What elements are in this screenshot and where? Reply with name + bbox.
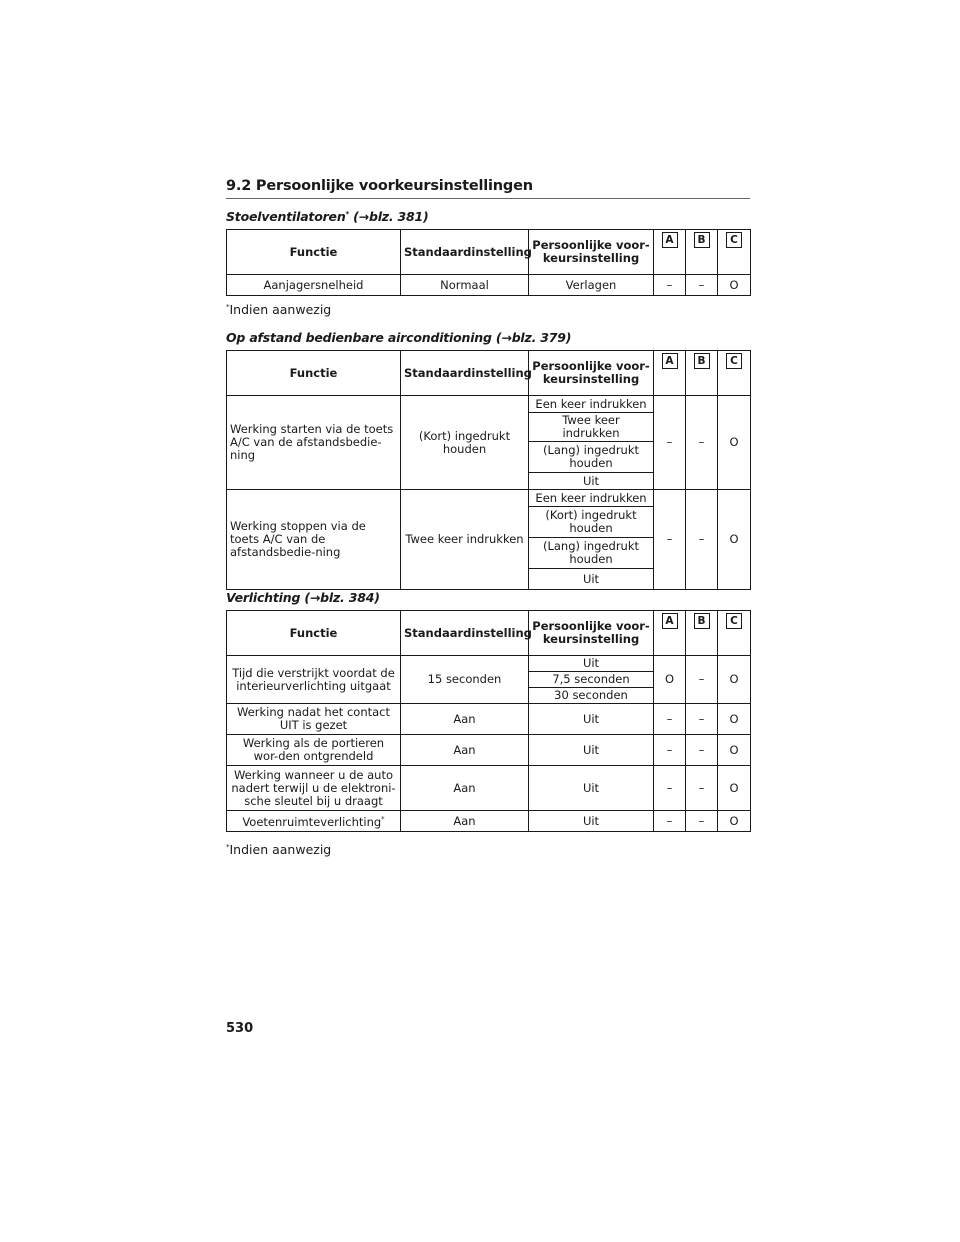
cell-b: –	[686, 704, 718, 735]
footnote-text: Indien aanwezig	[229, 302, 332, 317]
table-row	[227, 811, 751, 832]
table-header-row	[227, 351, 751, 396]
page-number: 530	[226, 1021, 254, 1036]
header-b	[686, 230, 718, 275]
header-persoonlijk: Persoonlijke voor-keursinstelling	[529, 230, 654, 275]
header-persoonlijk: Persoonlijke voor-keursinstelling	[529, 611, 654, 656]
footnote-text: Indien aanwezig	[229, 842, 332, 857]
key-b-icon: B	[694, 613, 710, 629]
key-c-icon: C	[726, 232, 742, 248]
cell-option: 7,5 seconden	[529, 672, 654, 688]
cell-functie: Werking wanneer u de auto nadert terwijl u de elektroni-sche sleutel bij u draagt	[227, 766, 401, 811]
table-header-row	[227, 230, 751, 275]
key-c-icon: C	[726, 353, 742, 369]
header-standaard: Standaardinstelling	[401, 611, 529, 656]
key-b-icon: B	[694, 232, 710, 248]
cell-c: O	[718, 275, 751, 296]
cell-option: Een keer indrukken	[529, 396, 654, 413]
footnote-marker: *	[226, 302, 230, 311]
cell-persoonlijk: Uit	[529, 735, 654, 766]
cell-functie: Werking starten via de toets A/C van de afstandsbedie-ning	[227, 396, 401, 490]
table-row	[227, 396, 751, 413]
cell-option: (Kort) ingedrukt houden	[529, 507, 654, 538]
cell-b: –	[686, 396, 718, 490]
cell-c: O	[718, 811, 751, 832]
cell-option: Een keer indrukken	[529, 490, 654, 507]
table-row	[227, 766, 751, 811]
seat-ventilation-table	[226, 229, 751, 296]
lighting-table	[226, 610, 751, 832]
header-c	[718, 230, 751, 275]
cell-a: –	[654, 704, 686, 735]
cell-functie: Tijd die verstrijkt voordat de interieurverlichting uitgaat	[227, 656, 401, 704]
cell-c: O	[718, 704, 751, 735]
header-b	[686, 351, 718, 396]
section-title-seat-ventilation	[226, 209, 429, 224]
cell-option: (Lang) ingedrukt houden	[529, 442, 654, 473]
header-b	[686, 611, 718, 656]
cell-b: –	[686, 766, 718, 811]
cell-standaard: Twee keer indrukken	[401, 490, 529, 590]
cell-functie	[227, 811, 401, 832]
cell-a: O	[654, 656, 686, 704]
cell-b: –	[686, 490, 718, 590]
section-ref: (→blz. 381)	[349, 209, 429, 224]
cell-standaard: Aan	[401, 704, 529, 735]
table-header-row	[227, 611, 751, 656]
table-row	[227, 735, 751, 766]
cell-standaard: Aan	[401, 766, 529, 811]
table-row	[227, 704, 751, 735]
cell-standaard: Normaal	[401, 275, 529, 296]
cell-b: –	[686, 275, 718, 296]
header-standaard: Standaardinstelling	[401, 230, 529, 275]
cell-persoonlijk: Uit	[529, 811, 654, 832]
cell-option: Uit	[529, 473, 654, 490]
header-a	[654, 351, 686, 396]
cell-standaard: Aan	[401, 735, 529, 766]
header-a	[654, 611, 686, 656]
key-a-icon: A	[662, 232, 678, 248]
cell-c: O	[718, 656, 751, 704]
cell-c: O	[718, 735, 751, 766]
cell-persoonlijk: Uit	[529, 766, 654, 811]
cell-option: 30 seconden	[529, 688, 654, 704]
cell-option: Twee keer indrukken	[529, 413, 654, 442]
header-functie: Functie	[227, 230, 401, 275]
cell-b: –	[686, 811, 718, 832]
key-a-icon: A	[662, 613, 678, 629]
key-a-icon: A	[662, 353, 678, 369]
footnote	[226, 302, 331, 317]
cell-a: –	[654, 275, 686, 296]
header-standaard: Standaardinstelling	[401, 351, 529, 396]
table-row	[227, 656, 751, 672]
cell-a: –	[654, 490, 686, 590]
header-functie: Functie	[227, 351, 401, 396]
cell-functie-text: Voetenruimteverlichting	[242, 814, 382, 829]
cell-c: O	[718, 766, 751, 811]
section-title-text: Stoelventilatoren	[226, 209, 346, 224]
header-c	[718, 351, 751, 396]
key-c-icon: C	[726, 613, 742, 629]
table-row	[227, 490, 751, 507]
cell-standaard: Aan	[401, 811, 529, 832]
cell-standaard: (Kort) ingedrukt houden	[401, 396, 529, 490]
header-a	[654, 230, 686, 275]
key-b-icon: B	[694, 353, 710, 369]
cell-option: (Lang) ingedrukt houden	[529, 538, 654, 569]
footnote	[226, 842, 331, 857]
cell-c: O	[718, 396, 751, 490]
cell-persoonlijk: Verlagen	[529, 275, 654, 296]
cell-standaard: 15 seconden	[401, 656, 529, 704]
cell-b: –	[686, 735, 718, 766]
cell-functie: Werking stoppen via de toets A/C van de afstandsbedie-ning	[227, 490, 401, 590]
section-title-remote-ac: Op afstand bedienbare airconditioning (→blz. 379)	[226, 330, 572, 345]
cell-a: –	[654, 396, 686, 490]
cell-persoonlijk: Uit	[529, 704, 654, 735]
table-row	[227, 275, 751, 296]
cell-c: O	[718, 490, 751, 590]
cell-a: –	[654, 735, 686, 766]
footnote-marker: *	[226, 842, 230, 851]
cell-functie: Werking als de portieren wor-den ontgrendeld	[227, 735, 401, 766]
header-c	[718, 611, 751, 656]
cell-option: Uit	[529, 569, 654, 590]
header-functie: Functie	[227, 611, 401, 656]
cell-b: –	[686, 656, 718, 704]
page-header: 9.2 Persoonlijke voorkeursinstellingen	[226, 178, 750, 199]
cell-option: Uit	[529, 656, 654, 672]
cell-a: –	[654, 766, 686, 811]
footnote-marker: *	[345, 209, 350, 218]
cell-functie: Werking nadat het contact UIT is gezet	[227, 704, 401, 735]
remote-ac-table	[226, 350, 751, 590]
section-title-lighting: Verlichting (→blz. 384)	[226, 590, 380, 605]
cell-a: –	[654, 811, 686, 832]
cell-functie: Aanjagersnelheid	[227, 275, 401, 296]
header-persoonlijk: Persoonlijke voor-keursinstelling	[529, 351, 654, 396]
footnote-marker: *	[381, 815, 385, 824]
